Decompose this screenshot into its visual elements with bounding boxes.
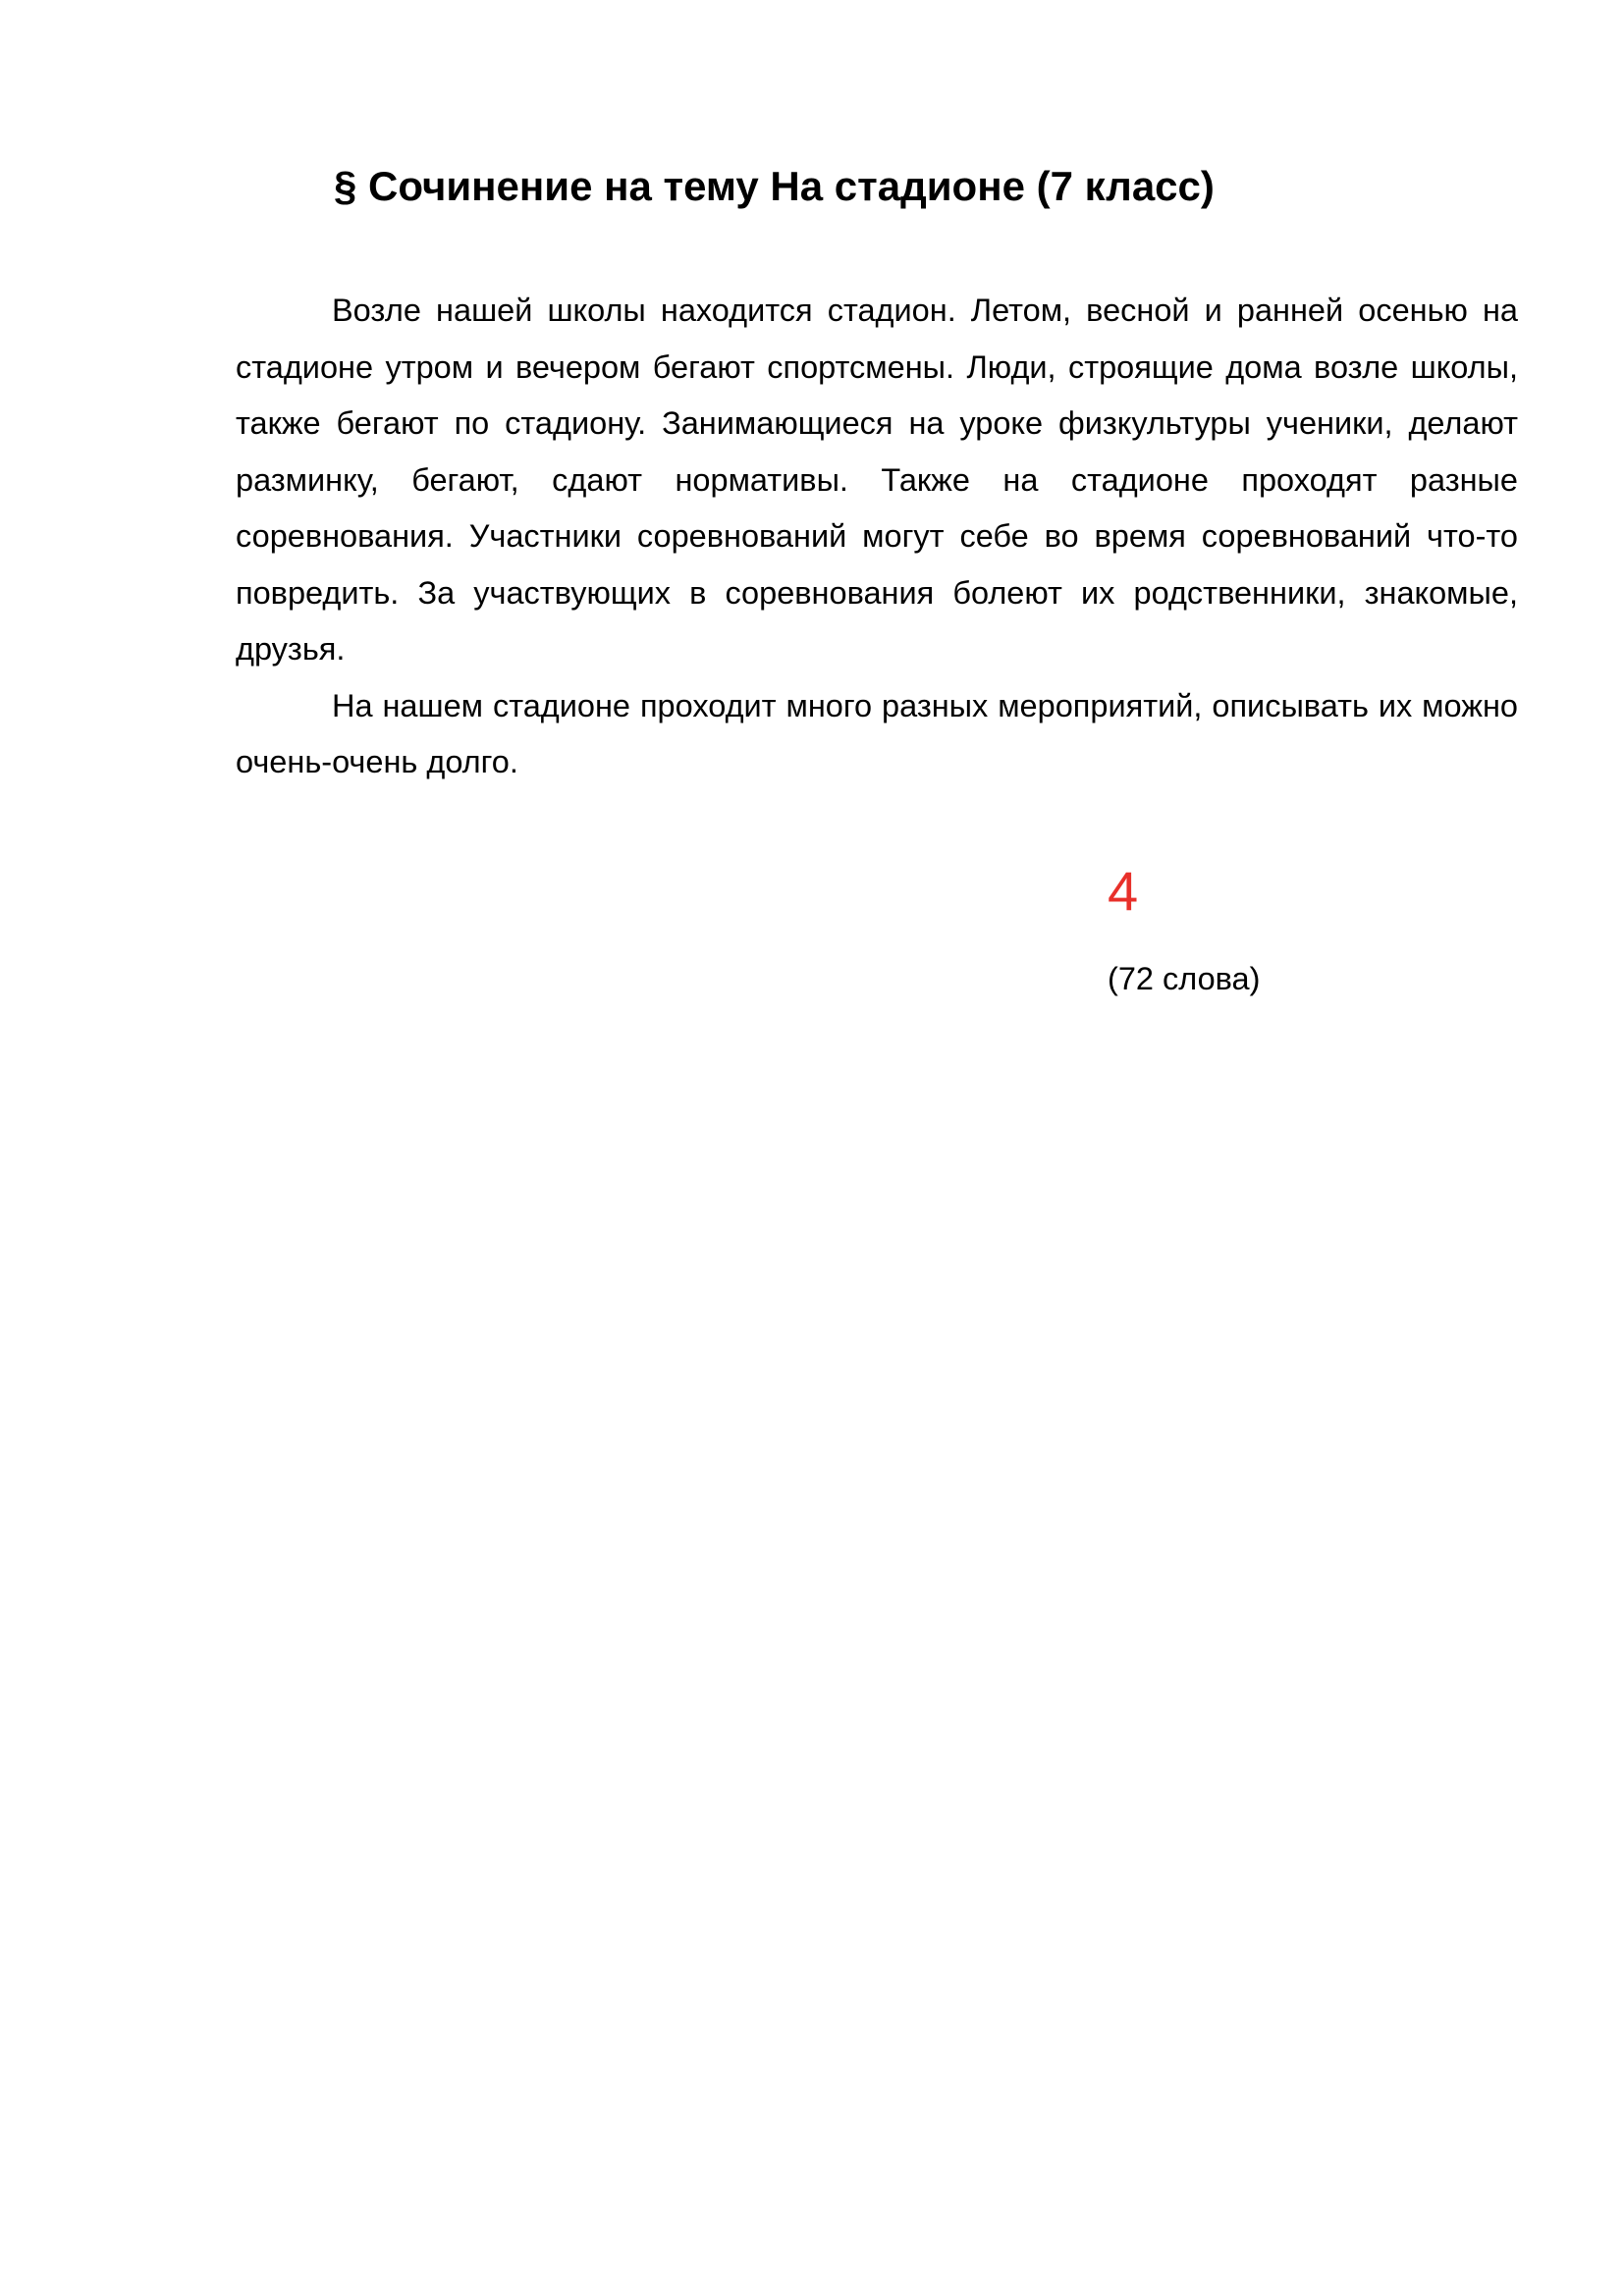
essay-paragraph: На нашем стадионе проходит много разных мероприятий, описывать их можно очень-очень долго. xyxy=(236,687,1518,779)
grade-mark: 4 xyxy=(1108,860,1139,922)
essay-body xyxy=(236,283,1518,791)
essay-paragraph: Возле нашей школы находится стадион. Летом, весной и ранней осенью на стадионе утром и вечером бегают спортсмены. Люди, строящие дома возле школы, также бегают по стадиону. Занимающиеся на уроке физкультуры ученики, делают разминку, бегают, сдают нормативы. Также на стадионе проходят разные соревнования. Участники соревнований могут себе во время соревнований что-то повредить. За участвующих в соревнования болеют их родственники, знакомые, друзья. xyxy=(236,293,1518,667)
essay-title: § Сочинение на тему На стадионе (7 класс) xyxy=(334,163,1215,209)
word-count: (72 слова) xyxy=(1108,961,1261,996)
